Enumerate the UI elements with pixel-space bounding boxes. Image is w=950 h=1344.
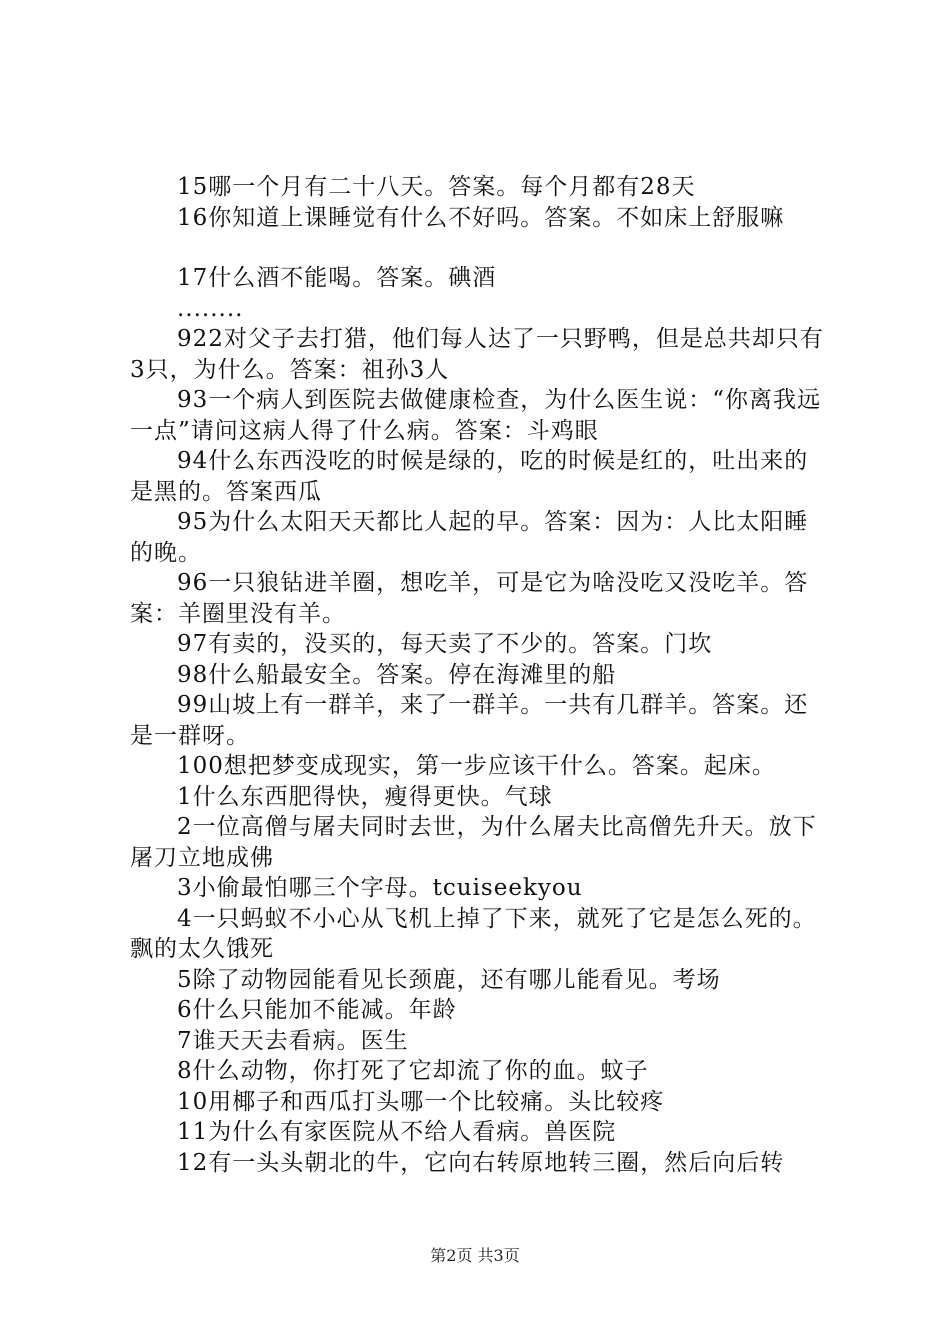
paragraph: 95为什么太阳天天都比人起的早。答案：因为：人比太阳睡的晚。 <box>130 509 809 566</box>
paragraph: 11为什么有家医院从不给人看病。兽医院 <box>177 1119 617 1145</box>
paragraph: 7谁天天去看病。医生 <box>177 1027 409 1054</box>
spacer <box>130 233 830 263</box>
paragraph: 16你知道上课睡觉有什么不好吗。答案。不如床上舒服嘛 <box>177 204 785 231</box>
page-footer: 第2页 共3页 <box>430 1246 520 1265</box>
paragraph: 96一只狼钻进羊圈，想吃羊，可是它为啥没吃又没吃羊。答案：羊圈里没有羊。 <box>130 570 809 627</box>
paragraph: 6什么只能加不能减。年龄 <box>177 997 457 1023</box>
paragraph: 10用椰子和西瓜打头哪一个比较痛。头比较疼 <box>177 1088 665 1115</box>
paragraph: 97有卖的，没买的，每天卖了不少的。答案。门坎 <box>177 631 713 657</box>
paragraph: 4一只蚂蚁不小心从飞机上掉了下来，就死了它是怎么死的。飘的太久饿死 <box>130 905 817 962</box>
paragraph: 12有一头头朝北的牛，它向右转原地转三圈，然后向后转 <box>177 1149 785 1176</box>
paragraph: 93一个病人到医院去做健康检查，为什么医生说：“你离我远一点”请问这病人得了什么病。答案：斗鸡眼 <box>130 387 822 444</box>
paragraph: 15哪一个月有二十八天。答案。每个月都有28天 <box>177 174 696 200</box>
paragraph: 2一位高僧与屠夫同时去世，为什么屠夫比高僧先升天。放下屠刀立地成佛 <box>130 814 817 871</box>
ellipsis-line: ........ <box>177 295 244 322</box>
paragraph: 94什么东西没吃的时候是绿的，吃的时候是红的，吐出来的是黑的。答案西瓜 <box>130 448 809 505</box>
paragraph: 8什么动物，你打死了它却流了你的血。蚊子 <box>177 1058 649 1084</box>
paragraph: 99山坡上有一群羊，来了一群羊。一共有几群羊。答案。还是一群呀。 <box>130 692 809 749</box>
paragraph: 3小偷最怕哪三个字母。tcuiseekyou <box>177 875 583 901</box>
paragraph: 17什么酒不能喝。答案。碘酒 <box>177 265 497 291</box>
paragraph: 1什么东西肥得快，瘦得更快。气球 <box>177 783 553 810</box>
paragraph: 5除了动物园能看见长颈鹿，还有哪儿能看见。考场 <box>177 966 721 993</box>
paragraph: 100想把梦变成现实，第一步应该干什么。答案。起床。 <box>177 753 776 779</box>
document-body <box>130 172 830 1178</box>
paragraph: 98什么船最安全。答案。停在海滩里的船 <box>177 661 617 688</box>
paragraph: 922对父子去打猎，他们每人达了一只野鸭，但是总共却只有3只，为什么。答案：祖孙3人 <box>130 326 824 383</box>
